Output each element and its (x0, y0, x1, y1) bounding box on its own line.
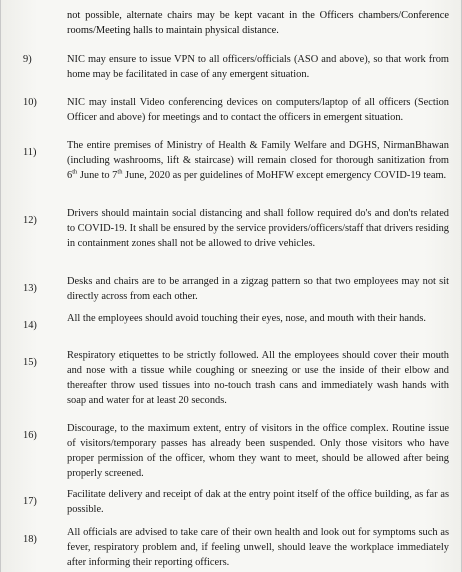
item-10-number: 10) (23, 97, 37, 108)
item-10-text: NIC may install Video conferencing devices on computers/laptop of all officers (Section Officer and above) for meetings and to contact the officers in emergent situation. (67, 97, 449, 123)
item-13-text: Desks and chairs are to be arranged in a zigzag pattern so that two employees may not sit directly across from each other. (67, 276, 449, 302)
item-11-text-c: June, 2020 as per guidelines of MoHFW except emergency COVID-19 team. (122, 170, 447, 181)
item-14-number: 14) (23, 320, 37, 331)
item-17-number: 17) (23, 496, 37, 507)
item-15-number: 15) (23, 357, 37, 368)
item-13-number: 13) (23, 283, 37, 294)
item-11-sup-b: th (117, 168, 123, 176)
item-9-number: 9) (23, 54, 32, 65)
item-9-text: NIC may ensure to issue VPN to all officers/officials (ASO and above), so that work from home may be facilitated in case of any emergent situation. (67, 54, 449, 80)
item-11-text (67, 138, 449, 183)
intro-continuation: not possible, alternate chairs may be kept vacant in the Officers chambers/Conference rooms/Meeting halls to maintain physical distance. (67, 10, 449, 36)
item-11-sup-a: th (72, 168, 78, 176)
item-11-text-b: June to 7 (77, 170, 118, 181)
item-18-number: 18) (23, 534, 37, 545)
item-17-text: Facilitate delivery and receipt of dak at the entry point itself of the office building, as far as possible. (67, 489, 449, 515)
item-11-number: 11) (23, 147, 37, 158)
item-18-text: All officials are advised to take care of their own health and look out for symptoms such as fever, respiratory problem and, if feeling unwell, should leave the workplace immediately after informing their reporting officers. (67, 527, 449, 568)
item-14-text: All the employees should avoid touching their eyes, nose, and mouth with their hands. (67, 313, 426, 324)
item-16-number: 16) (23, 430, 37, 441)
item-15-text: Respiratory etiquettes to be strictly followed. All the employees should cover their mouth and nose with a tissue while coughing or sneezing or use the inside of their elbow and thereafter throw used tissues into no-touch trash cans and immediately wash hands with soap and water for at least 20 seconds. (67, 350, 449, 406)
item-12-number: 12) (23, 215, 37, 226)
item-12-text: Drivers should maintain social distancing and shall follow required do's and don'ts related to COVID-19. It shall be ensured by the service providers/officers/staff that drivers residing in containment zones shall not be allowed to drive vehicles. (67, 208, 449, 249)
item-11-text-a: The entire premises of Ministry of Health & Family Welfare and DGHS, NirmanBhawan (including washrooms, lift & staircase) will remain closed for thorough sanitization from 6 (67, 140, 449, 181)
item-16-text: Discourage, to the maximum extent, entry of visitors in the office complex. Routine issue of visitors/temporary passes has already been suspended. Only those visitors who have proper permission of the officer, whom they want to meet, should be allowed after being properly screened. (67, 423, 449, 479)
